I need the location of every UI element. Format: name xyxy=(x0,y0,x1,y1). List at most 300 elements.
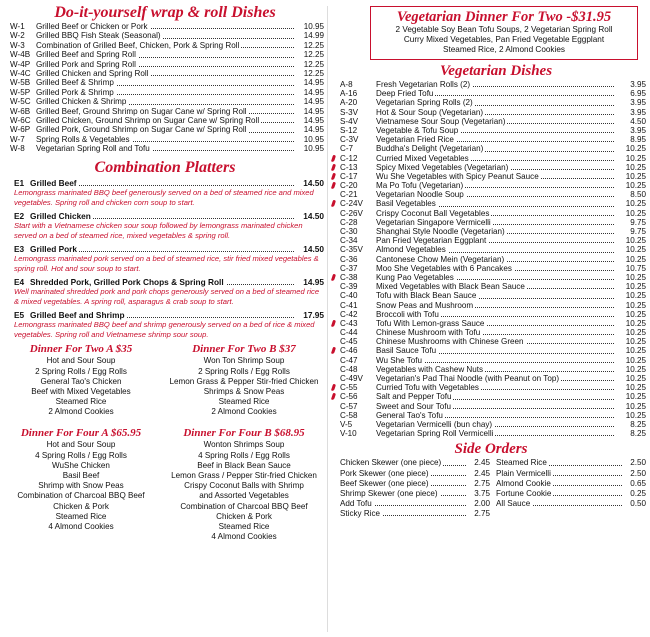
item-code: W-7 xyxy=(10,134,25,144)
item-price: 14.95 xyxy=(303,97,324,107)
combo-item xyxy=(6,277,324,287)
item-name-wrap xyxy=(36,78,294,87)
item-name: Vegetarian's Pad Thai Noodle (with Peanut on Top) xyxy=(376,374,560,383)
item-price: 0.25 xyxy=(630,488,646,498)
menu-item xyxy=(336,236,646,245)
item-code: A-8 xyxy=(340,80,353,89)
item-price: 10.95 xyxy=(303,144,324,154)
combo-description: Well marinated shredded pork and pork chops generously served on a bed of steamed rice & mixed vegetables. A spring roll, asparagus & crab soup to start. xyxy=(14,287,320,306)
combo-description: Lemongrass marinated BBQ beef generously served on a bed of steamed rice and mixed vegetables. Spring roll and chicken corn soup to start. xyxy=(14,188,314,207)
dinner-title: Dinner For Four A $65.95 xyxy=(20,427,142,440)
item-name: Fresh Vegetarian Rolls (2) xyxy=(376,80,471,89)
item-name-wrap xyxy=(376,356,614,365)
item-code-wrap xyxy=(336,227,376,236)
item-code: C-57 xyxy=(340,401,358,411)
item-code: S-3V xyxy=(340,107,358,117)
item-name: Crispy Coconut Ball Vegetables xyxy=(376,208,490,218)
item-name: Spring Rolls & Vegetables xyxy=(36,134,130,144)
item-code: C-40 xyxy=(340,291,358,301)
item-name: Combination of Grilled Beef, Chicken, Pork & Spring Roll xyxy=(36,40,240,50)
item-name: All Sauce xyxy=(496,499,531,509)
item-code-wrap xyxy=(336,346,376,355)
side-orders-title: Side Orders xyxy=(454,441,528,458)
item-price: 4.50 xyxy=(630,116,646,126)
item-code-wrap xyxy=(336,209,376,218)
item-price: 14.95 xyxy=(303,78,324,88)
menu-item xyxy=(336,429,646,438)
menu-item xyxy=(336,108,646,117)
item-name: Pan Fried Vegetarian Eggplant xyxy=(376,236,487,246)
item-price: 10.25 xyxy=(625,254,646,264)
menu-item xyxy=(6,135,324,144)
item-name-wrap xyxy=(30,178,294,188)
item-name: Chinese Mushrooms with Chinese Green xyxy=(376,337,524,347)
vegetarian-dinner-line: 2 Vegetable Soy Bean Tofu Soups, 2 Vegetarian Spring Roll xyxy=(395,25,613,34)
item-name-wrap xyxy=(376,365,614,374)
item-name: Shanghai Style Noodle (Vegetarian) xyxy=(376,227,505,236)
menu-item xyxy=(336,135,646,144)
item-name-wrap xyxy=(376,108,614,117)
dinner-item: Won Ton Shrimp Soup xyxy=(203,356,285,366)
combo-description: Lemongrass marinated BBQ beef and shrimp generously served on a bed of rice & mixed vegetables. Spring roll and Vietnamese shrimp sour soup. xyxy=(14,320,315,339)
item-name: Grilled Pork & Shrimp xyxy=(36,87,114,97)
dinner-item: Beef with Mixed Vegetables xyxy=(31,387,131,397)
side-item xyxy=(340,458,490,468)
item-price: 17.95 xyxy=(303,310,324,321)
item-code: C-20 xyxy=(340,181,358,191)
menu-item xyxy=(336,218,646,227)
item-price: 8.25 xyxy=(630,419,646,429)
item-code: W-5B xyxy=(10,78,31,88)
item-name-wrap xyxy=(376,310,614,319)
menu-item xyxy=(6,69,324,78)
item-name: Tofu with Black Bean Sauce xyxy=(376,291,477,301)
dinner-item: Steamed Rice xyxy=(218,397,270,407)
item-price: 8.50 xyxy=(630,190,646,200)
vegetarian-dinner-line: Steamed Rice, 2 Almond Cookies xyxy=(443,45,565,54)
chili-pepper-icon xyxy=(331,200,336,208)
dinner-item: Chicken & Pork xyxy=(53,501,109,511)
item-code: C-28 xyxy=(340,217,358,227)
item-name: Grilled Pork and Spring Roll xyxy=(36,59,136,69)
item-code: C-44 xyxy=(340,328,358,338)
menu-item xyxy=(336,383,646,392)
dinner-items xyxy=(6,440,156,532)
dinner-item: Combination of Charcoal BBQ Beef xyxy=(180,501,308,511)
menu-item xyxy=(336,392,646,401)
item-name-wrap xyxy=(376,135,614,144)
item-code: C-13 xyxy=(340,162,358,172)
item-price: 12.25 xyxy=(303,68,324,78)
item-price: 10.25 xyxy=(625,181,646,191)
item-name-wrap xyxy=(376,98,614,107)
menu-item xyxy=(336,126,646,135)
item-code: W-3 xyxy=(10,40,25,50)
item-price: 3.95 xyxy=(630,80,646,89)
item-code-wrap xyxy=(336,392,376,401)
item-price: 2.00 xyxy=(474,499,490,509)
item-code-wrap xyxy=(336,126,376,135)
item-name: Add Tofu xyxy=(340,499,372,509)
item-code-wrap xyxy=(336,236,376,245)
dinner-item: Wonton Shrimps Soup xyxy=(203,440,285,450)
combo-item xyxy=(6,244,324,254)
item-name: Ma Po Tofu (Vegetarian) xyxy=(376,181,464,191)
item-price: 10.25 xyxy=(625,318,646,328)
item-code: W-4P xyxy=(10,59,31,69)
dinner-item: 2 Almond Cookies xyxy=(211,407,277,417)
item-price: 10.25 xyxy=(625,383,646,393)
menu-item xyxy=(336,255,646,264)
item-name: Broccoli with Tofu xyxy=(376,309,439,319)
side-item xyxy=(496,469,646,479)
item-price: 3.95 xyxy=(630,125,646,135)
item-name: Shrimp Skewer (one piece) xyxy=(340,488,438,498)
item-name: Grilled Beef and Shrimp xyxy=(30,310,125,321)
item-code: A-20 xyxy=(340,98,358,108)
item-code: S-4V xyxy=(340,116,358,126)
item-code: W-5P xyxy=(10,87,31,97)
item-code: C-36 xyxy=(340,254,358,264)
item-price: 14.95 xyxy=(303,277,324,288)
item-code-wrap xyxy=(336,429,376,438)
item-name: Plain Vermicelli xyxy=(496,468,551,478)
menu-item xyxy=(336,365,646,374)
item-name: Beef Skewer (one piece) xyxy=(340,478,429,488)
menu-item xyxy=(336,402,646,411)
item-name-wrap xyxy=(376,227,614,236)
menu-item xyxy=(336,273,646,282)
item-price: 10.25 xyxy=(625,199,646,209)
menu-item xyxy=(336,245,646,254)
item-code: C-21 xyxy=(340,190,358,200)
side-item xyxy=(340,479,490,489)
vegetarian-dinner-title: Vegetarian Dinner For Two -$31.95 xyxy=(396,9,612,25)
item-code-wrap xyxy=(336,98,376,107)
item-name: Grilled Chicken and Spring Roll xyxy=(36,68,149,78)
dinner-item: Basil Beef xyxy=(62,471,100,481)
item-name: Hot & Sour Soup (Vegetarian) xyxy=(376,107,484,117)
combo-section-title: Combination Platters xyxy=(94,159,236,177)
item-price: 12.25 xyxy=(303,59,324,69)
item-code-wrap xyxy=(336,181,376,190)
item-name: Deep Fried Tofu xyxy=(376,89,434,99)
menu-item xyxy=(336,227,646,236)
item-code: C-3V xyxy=(340,135,359,145)
item-name-wrap xyxy=(36,144,294,153)
item-name: Wu She Tofu xyxy=(376,355,423,365)
dinner-two-b xyxy=(166,343,322,417)
item-name-wrap xyxy=(376,172,614,181)
side-item xyxy=(496,499,646,509)
item-code: C-26V xyxy=(340,208,363,218)
item-name-wrap xyxy=(376,190,614,199)
dinner-item: 2 Spring Rolls / Egg Rolls xyxy=(35,366,127,376)
side-item xyxy=(496,458,646,468)
item-name-wrap xyxy=(30,310,294,320)
item-price: 10.25 xyxy=(625,282,646,292)
item-name-wrap xyxy=(36,60,294,69)
dinner-item: 2 Almond Cookies xyxy=(48,407,114,417)
dinner-items xyxy=(166,356,322,417)
item-name-wrap xyxy=(30,277,294,287)
item-name-wrap xyxy=(36,22,294,31)
item-code-wrap xyxy=(336,273,376,282)
item-code-wrap xyxy=(336,199,376,208)
dinner-item: 4 Spring Rolls / Egg Rolls xyxy=(35,450,127,460)
side-orders-left xyxy=(340,458,490,519)
item-code: C-17 xyxy=(340,171,358,181)
item-name: Wu She Vegetables with Spicy Peanut Sauce xyxy=(376,171,539,181)
side-item xyxy=(340,469,490,479)
item-name: Grilled Beef and Spring Roll xyxy=(36,50,136,60)
menu-item xyxy=(336,411,646,420)
item-price: 9.75 xyxy=(630,217,646,227)
item-name: Spicy Mixed Vegetables (Vegetarian) xyxy=(376,162,509,172)
item-name: Sweet and Sour Tofu xyxy=(376,401,451,411)
item-name-wrap xyxy=(340,469,466,479)
item-code: C-39 xyxy=(340,282,358,292)
dinner-item: Combination of Charcoal BBQ Beef xyxy=(17,491,145,501)
menu-item xyxy=(336,199,646,208)
item-code: W-8 xyxy=(10,144,25,154)
item-name-wrap xyxy=(36,31,294,40)
item-name-wrap xyxy=(340,479,466,489)
item-name-wrap xyxy=(376,429,614,438)
dinner-item: Hot and Sour Soup xyxy=(46,356,116,366)
item-price: 14.50 xyxy=(303,211,324,222)
dinner-item: Beef in Black Bean Sauce xyxy=(197,460,291,470)
chili-pepper-icon xyxy=(331,384,336,392)
dinner-item: Shrimps & Snow Peas xyxy=(203,387,285,397)
menu-item xyxy=(6,144,324,153)
vegetarian-dinner-box xyxy=(370,6,638,60)
item-name: Grilled Pork, Ground Shrimp on Sugar Cane w/ Spring Roll xyxy=(36,125,247,135)
item-price: 10.25 xyxy=(625,374,646,383)
item-name-wrap xyxy=(376,209,614,218)
menu-item xyxy=(6,125,324,134)
item-name: Vegetarian Fried Rice xyxy=(376,135,454,145)
dinner-item: 4 Spring Rolls / Egg Rolls xyxy=(198,450,290,460)
item-name: Tofu With Lemon-grass Sauce xyxy=(376,318,485,328)
dinner-packages xyxy=(6,343,324,578)
item-price: 9.75 xyxy=(630,227,646,236)
item-price: 6.95 xyxy=(630,89,646,99)
item-name-wrap xyxy=(376,301,614,310)
side-item xyxy=(340,499,490,509)
item-code-wrap xyxy=(336,135,376,144)
item-price: 14.95 xyxy=(303,125,324,135)
item-name-wrap xyxy=(496,499,622,509)
item-name-wrap xyxy=(376,337,614,346)
item-name-wrap xyxy=(376,236,614,245)
item-name: Grilled BBQ Fish Steak (Seasonal) xyxy=(36,31,161,41)
item-code-wrap xyxy=(336,291,376,300)
right-column xyxy=(336,0,646,519)
item-code: E5 xyxy=(14,310,25,321)
item-price: 2.45 xyxy=(474,468,490,478)
item-code-wrap xyxy=(336,154,376,163)
item-name: Fortune Cookie xyxy=(496,488,552,498)
item-name-wrap xyxy=(376,383,614,392)
item-name: Almond Vegetables xyxy=(376,245,446,255)
item-code: C-42 xyxy=(340,309,358,319)
item-price: 10.25 xyxy=(625,410,646,420)
item-name-wrap xyxy=(376,218,614,227)
item-code: W-4B xyxy=(10,50,31,60)
item-price: 14.50 xyxy=(303,178,324,189)
item-price: 2.75 xyxy=(474,478,490,488)
item-name: Buddha's Delight (Vegetarian) xyxy=(376,144,484,154)
item-code: C-45 xyxy=(340,337,358,347)
dinner-item: and Assorted Vegetables xyxy=(199,491,289,501)
item-price: 14.50 xyxy=(303,244,324,255)
item-name-wrap xyxy=(376,163,614,172)
item-name-wrap xyxy=(376,126,614,135)
item-code: W-6B xyxy=(10,106,31,116)
item-price: 10.25 xyxy=(625,401,646,411)
item-name: Vegetarian Spring Roll and Tofu xyxy=(36,144,150,154)
item-price: 14.95 xyxy=(303,87,324,97)
dinner-item: General Tao's Chicken xyxy=(40,376,122,386)
menu-item xyxy=(6,41,324,50)
item-price: 3.95 xyxy=(630,107,646,117)
vegetarian-list xyxy=(336,80,646,438)
item-price: 10.25 xyxy=(625,153,646,163)
item-code-wrap xyxy=(336,328,376,337)
item-name-wrap xyxy=(340,499,466,509)
menu-item xyxy=(336,346,646,355)
item-name-wrap xyxy=(36,69,294,78)
item-price: 10.75 xyxy=(625,263,646,273)
item-price: 10.25 xyxy=(625,144,646,154)
item-name: Sticky Rice xyxy=(340,509,381,519)
item-code: C-35V xyxy=(340,245,363,255)
item-name: Vegetarian Spring Roll Vermicelli xyxy=(376,429,494,439)
item-name-wrap xyxy=(376,402,614,411)
item-code: A-16 xyxy=(340,89,358,99)
menu-item xyxy=(336,144,646,153)
side-item xyxy=(496,489,646,499)
item-code: V-5 xyxy=(340,419,353,429)
item-price: 10.25 xyxy=(625,208,646,218)
item-name: Grilled Chicken xyxy=(30,211,91,222)
item-name: Vegetables with Cashew Nuts xyxy=(376,364,484,374)
item-name-wrap xyxy=(376,80,614,89)
menu-item xyxy=(336,319,646,328)
item-name-wrap xyxy=(340,458,466,468)
item-code: E4 xyxy=(14,277,25,288)
item-name-wrap xyxy=(340,489,466,499)
side-orders-right xyxy=(496,458,646,519)
item-code-wrap xyxy=(336,163,376,172)
dinner-item: Lemon Grass & Pepper Stir-fried Chicken xyxy=(169,376,319,386)
menu-item xyxy=(6,50,324,59)
item-code-wrap xyxy=(336,420,376,429)
item-name-wrap xyxy=(376,255,614,264)
item-name: Mixed Vegetables with Black Bean Sauce xyxy=(376,282,525,292)
item-code: V-10 xyxy=(340,429,357,439)
item-name-wrap xyxy=(36,116,294,125)
chili-pepper-icon xyxy=(331,163,336,171)
menu-item xyxy=(6,116,324,125)
item-name: Shredded Pork, Grilled Pork Chops & Spring Roll xyxy=(30,277,224,288)
item-code: C-30 xyxy=(340,227,358,236)
combo-item xyxy=(6,310,324,320)
vegetarian-dinner-line: Curry Mixed Vegetables, Pan Fried Vegetable Eggplant xyxy=(403,35,605,44)
menu-item xyxy=(336,80,646,89)
dinner-item: WuShe Chicken xyxy=(52,460,110,470)
menu-item xyxy=(6,88,324,97)
chili-pepper-icon xyxy=(331,347,336,355)
menu-item xyxy=(6,78,324,87)
item-price: 10.25 xyxy=(625,309,646,319)
menu-item xyxy=(336,181,646,190)
dinner-item: 2 Spring Rolls / Egg Rolls xyxy=(198,366,290,376)
item-price: 10.25 xyxy=(625,328,646,338)
menu-item xyxy=(336,89,646,98)
item-name: Moo She Vegetables with 6 Pancakes xyxy=(376,263,512,273)
item-price: 10.25 xyxy=(625,364,646,374)
item-price: 10.25 xyxy=(625,346,646,356)
dinner-item: Lemon Grass / Pepper Stir-fried Chicken xyxy=(171,471,317,481)
item-name: Pork Skewer (one piece) xyxy=(340,468,429,478)
item-name-wrap xyxy=(376,392,614,401)
side-item xyxy=(340,489,490,499)
item-price: 14.95 xyxy=(303,106,324,116)
item-code: C-41 xyxy=(340,300,358,310)
item-price: 3.75 xyxy=(474,488,490,498)
item-code: E3 xyxy=(14,244,25,255)
item-code-wrap xyxy=(336,190,376,199)
chili-pepper-icon xyxy=(331,393,336,401)
item-code-wrap xyxy=(336,80,376,89)
vegetarian-section-title: Vegetarian Dishes xyxy=(439,63,553,79)
item-name: Curried Mixed Vegetables xyxy=(376,153,469,163)
item-name: Kung Pao Vegetables xyxy=(376,272,454,282)
item-name: Grilled Beef, Ground Shrimp on Sugar Cane w/ Spring Roll xyxy=(36,106,247,116)
item-name-wrap xyxy=(36,50,294,59)
item-code-wrap xyxy=(336,245,376,254)
item-name: Vegetable & Tofu Soup xyxy=(376,125,459,135)
item-name-wrap xyxy=(36,88,294,97)
item-code: W-1 xyxy=(10,22,25,31)
item-name-wrap xyxy=(376,328,614,337)
item-price: 0.65 xyxy=(630,478,646,488)
item-code-wrap xyxy=(336,365,376,374)
item-code: C-58 xyxy=(340,410,358,420)
item-price: 0.50 xyxy=(630,499,646,509)
item-code-wrap xyxy=(336,402,376,411)
item-name-wrap xyxy=(376,245,614,254)
item-price: 10.25 xyxy=(625,171,646,181)
item-code: C-7 xyxy=(340,144,354,154)
dinner-item: 4 Almond Cookies xyxy=(48,522,114,532)
item-code-wrap xyxy=(336,337,376,346)
menu-item xyxy=(336,264,646,273)
item-code: C-37 xyxy=(340,263,358,273)
item-price: 12.25 xyxy=(303,50,324,60)
item-name: Curried Tofu with Vegetables xyxy=(376,383,479,393)
menu-item xyxy=(336,163,646,172)
item-code-wrap xyxy=(336,144,376,153)
menu-item xyxy=(336,337,646,346)
item-code: E1 xyxy=(14,178,25,189)
item-price: 2.75 xyxy=(474,509,490,519)
menu-item xyxy=(336,190,646,199)
combo-description: Lemongrass marinated pork served on a bed of steamed rice, stir fried mixed vegetables & spring roll. Hot and sour soup to start. xyxy=(14,254,319,273)
item-code-wrap xyxy=(336,89,376,98)
